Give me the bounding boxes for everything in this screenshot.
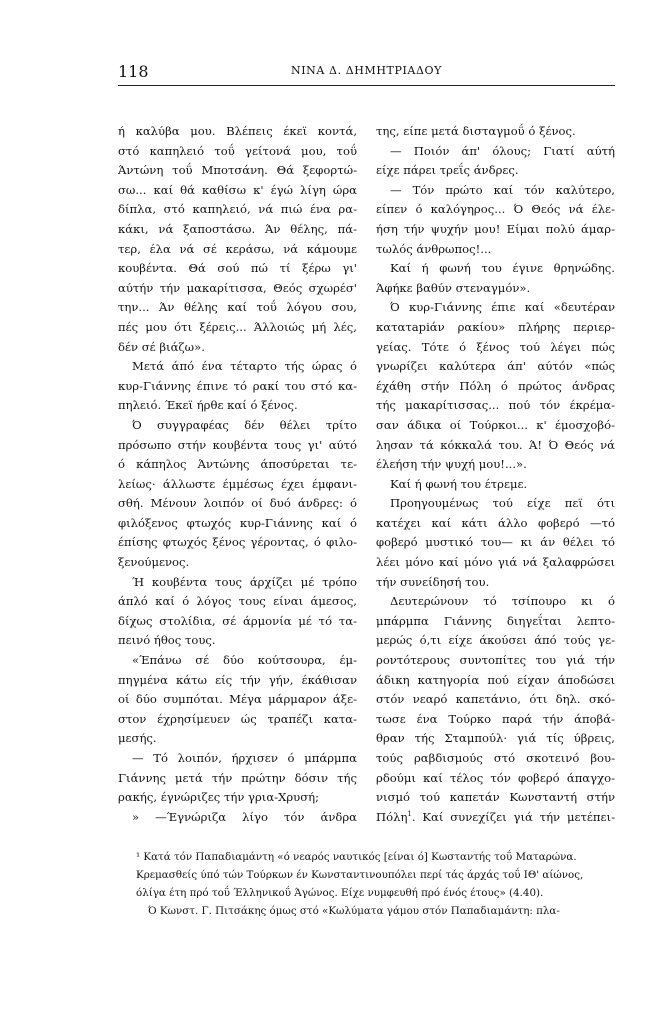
text-line: πηγμένα κάτω είς τήν γήν, έκάθισαν: [118, 672, 357, 687]
header-rule: [118, 85, 615, 86]
text-line: γείας. Τότε ό ξένος τού λέγει πώς: [376, 339, 615, 354]
text-line: την... Άν θέλης καί τοΰ λόγου σου,: [118, 300, 357, 315]
text-line: οί δύο συμπόται. Μέγα μάρμαρον άξε-: [118, 692, 357, 707]
text-line: Δευτερώνουν τό τσίπουρο κι ό: [390, 594, 615, 609]
text-line: σαν άδικα οί Τούρκοι... κ' έμοσχοβό-: [376, 417, 615, 432]
text-line: Ό κυρ-Γιάννης έπιε καί «δευτέραν: [390, 300, 615, 315]
text-line: τωλός άνθρωπος!...: [376, 241, 492, 256]
text-line: της, είπε μετά δισταγμοΰ ό ξένος.: [376, 124, 576, 138]
text-line: — Ποιόν άπ' όλους; Γιατί αύτή: [390, 143, 615, 158]
text-line: Ή κουβέντα τους άρχίζει μέ τρόπο: [132, 574, 357, 589]
text-line: άπλό καί ό λόγος τους είναι άμεσος,: [118, 594, 357, 609]
text-line: μεσής.: [118, 731, 157, 746]
text-line: αύτήν τήν μακαρίτισσα, Θεός σχωρέσ': [118, 280, 357, 295]
footnote-marker: 1: [407, 809, 412, 818]
text-line: στό καπηλειό τοΰ γείτονά μου, τοΰ: [118, 143, 357, 158]
text-line: κάκι, νά ξαποστάσω. Άν θέλης, πά-: [118, 221, 357, 236]
text-line: έλεήση τήν ψυχή μου!...».: [376, 457, 527, 472]
text-line: τής μακαρίτισσας... πού τόν έκρέμα-: [376, 398, 615, 413]
footnote-line: Κρεμασθείς ύπό τών Τούρκων έν Κωνσταντινουπόλει περί τάς άρχάς τοΰ ΙΘ' αίώνος,: [136, 869, 584, 881]
text-line: μπάρμπα Γιάννης διηγεΐται λεπτο-: [376, 613, 615, 628]
footnote-line: Ό Κωνστ. Γ. Πιτσάκης όμως στό «Κωλύματα γάμου στόν Παπαδιαμάντη: πλα-: [148, 905, 560, 917]
text-line: στόν νεαρό καπετάνιο, ότι δηλ. σκό-: [376, 692, 615, 707]
text-line: [376, 808, 615, 828]
text-line: έπίσης φτωχός ξένος γέροντας, ό φιλο-: [118, 535, 357, 550]
text-line: άδικη κατηγορία πού είχαν άποδώσει: [376, 672, 615, 687]
text-fragment: Πόλη: [376, 809, 408, 824]
text-line: πρόσωπο στήν κουβέντα τους γι' αύτό: [118, 437, 357, 452]
text-line: Άντώνη τοΰ Μποτσάνη. Θά ξεφορτώ-: [118, 163, 357, 178]
text-line: είπεν ό καλόγηρος... Ό Θεός νά έλε-: [376, 202, 615, 217]
footnote-line: όλίγα έτη πρό τοΰ Έλληνικοΰ Άγώνος. Είχε νυμφευθή πρό ένός έτους» (4.40).: [136, 887, 544, 899]
text-line: σθή. Μένουν λοιπόν οί δυό άνδρες: ό: [118, 496, 357, 511]
text-line: γνωρίζει καλύτερα άπ' αύτόν «πώς: [376, 359, 615, 374]
text-line: τερ, έλα νά σέ κεράσω, νά κάμουμε: [118, 241, 357, 256]
text-line: θραν τής Σταμπούλ· γιά τίς ύβρεις,: [376, 731, 615, 746]
text-line: είχε πάρει τρεΐς άνδρες.: [376, 163, 519, 178]
text-line: λέει μόνο καί μόνο γιά νά ξαλαφρώσει: [376, 555, 615, 570]
text-line: δίπλα, στό καπηλειό, νά πιώ ένα ρα-: [118, 202, 357, 217]
footnotes: [118, 848, 615, 920]
text-line: φιλόξενος φτωχός κυρ-Γιάννης καί ό: [118, 515, 357, 530]
right-text-column: [376, 122, 615, 827]
text-line: τήν συνείδησή του.: [376, 574, 490, 589]
text-line: μερώς ό,τι είχε άκούσει άπό τούς γε-: [376, 633, 615, 648]
text-line: Άφήκε βαθύν στεναγμόν».: [376, 280, 531, 295]
text-line: τωσε ένα Τούρκο παρά τήν άποβά-: [376, 711, 615, 726]
text-line: δέν σέ βιάζω».: [118, 339, 205, 354]
page-header: [118, 62, 615, 84]
text-line: Προηγουμένως τού είχε πεϊ ότι: [390, 496, 615, 511]
text-line: ήση τήν ψυχήν μου! Είμαι πολύ άμαρ-: [376, 221, 615, 236]
text-line: τούς ραβδισμούς στό σκοτεινό βου-: [376, 751, 615, 765]
left-text-column: [118, 122, 357, 827]
text-line: ροντότερους συντοπίτες του γιά τήν: [376, 653, 615, 668]
page-number: 118: [118, 62, 149, 81]
text-line: κυρ-Γιάννης έπινε τό ρακί του στό κα-: [118, 378, 357, 393]
text-line: κατατapiάν ρακίου» πλήρης περιερ-: [376, 319, 615, 334]
text-line: σω... καί θά καθίσω κ' έγώ λίγη ώρα: [118, 182, 357, 197]
text-line: λησαν τά κόκκαλά του. Ά! Ό Θεός νά: [376, 437, 615, 452]
text-line: λείως· άλλωστε έμμέσως έχει έμφανι-: [118, 476, 357, 491]
text-line: δίχως στολίδια, σέ άρμονία μέ τό τα-: [118, 613, 357, 628]
text-line: ρδούμι καί τέλος τόν φοβερό άπαγχο-: [376, 770, 615, 785]
text-line: Καί ή φωνή του έγινε θρηνώδης.: [390, 261, 615, 276]
text-line: έχάθη στήν Πόλη ό πρώτος άνδρας: [376, 378, 615, 393]
text-line: ρακής, έγνώριζες τήν γρια-Χρυσή;: [118, 790, 319, 805]
text-line: «Έπάνω σέ δύο κούτσουρα, έμ-: [132, 653, 357, 668]
text-line: στον έχρησίμευεν ώς τραπέζι κατα-: [118, 711, 357, 726]
text-line: Καί ή φωνή του έτρεμε.: [390, 476, 528, 491]
text-line: ξενούμενος.: [118, 555, 190, 570]
text-line: φοβερό μυστικό του— κι άν θέλει τό: [376, 535, 615, 550]
text-line: κατέχει καί κάτι άλλο φοβερό —τό: [376, 515, 615, 530]
text-line: — Τό λοιπόν, ήρχισεν ό μπάρμπα: [132, 751, 357, 765]
running-title: ΝΙΝΑ Δ. ΔΗΜΗΤΡΙΑΔΟΥ: [290, 64, 443, 77]
text-line: Μετά άπό ένα τέταρτο τής ώρας ό: [132, 359, 357, 374]
footnote-line: ¹ Κατά τόν Παπαδιαμάντη «ό νεαρός ναυτικός [είναι ό] Κωσταντής τοΰ Ματαρώνα.: [136, 851, 577, 863]
text-line: ή καλύβα μου. Βλέπεις έκεϊ κοντά,: [118, 124, 357, 138]
text-line: πές μου ότι ξέρεις... Άλλοιώς μή λές,: [118, 319, 357, 334]
text-line: — Τόν πρώτο καί τόν καλύτερο,: [390, 182, 615, 197]
text-line: πηλειό. Έκεϊ ήρθε καί ό ξένος.: [118, 398, 298, 413]
text-line: πεινό ήθος τους.: [118, 633, 216, 648]
text-fragment: . Καί συνεχίζει γιά τήν μετέπει-: [411, 809, 615, 824]
text-line: ό κάπηλος Άντώνης άποσύρεται τε-: [118, 457, 357, 472]
text-line: Γιάννης μετά τήν πρώτην δόσιν τής: [118, 770, 357, 785]
text-line: νισμό τού καπετάν Κωνσταντή στήν: [376, 790, 615, 805]
text-line: Ό συγγραφέας δέν θέλει τρίτο: [132, 417, 357, 432]
text-line: » —Έγνώριζα λίγο τόν άνδρα: [132, 809, 357, 824]
text-line: κουβέντα. Θά σού πώ τί ξέρω γι': [118, 261, 357, 276]
